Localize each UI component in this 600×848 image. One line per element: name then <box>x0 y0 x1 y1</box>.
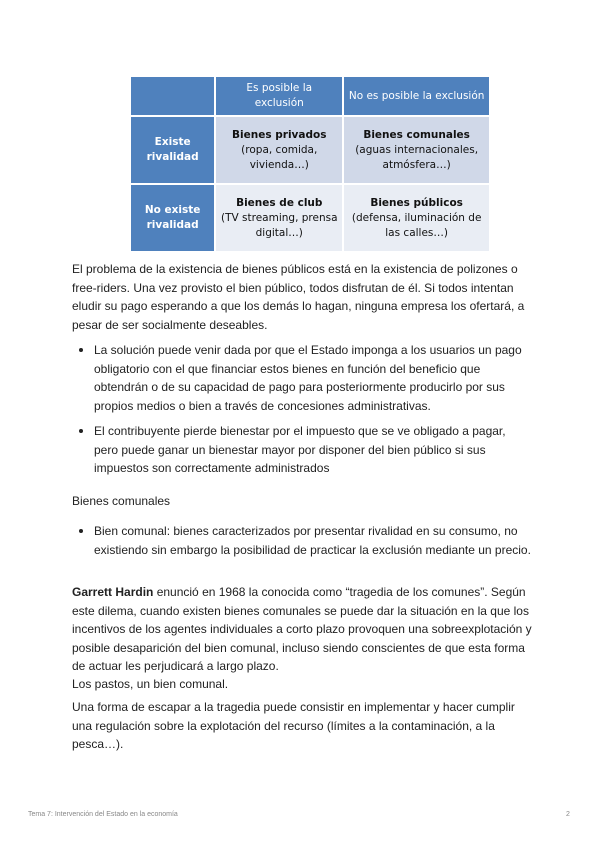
cell-title: Bienes públicos <box>370 196 463 209</box>
section-heading: Bienes comunales <box>72 494 171 508</box>
cell-desc: (aguas internacionales, atmósfera…) <box>355 143 479 171</box>
cell-desc: (ropa, comida, vivienda…) <box>241 143 318 171</box>
list-item: La solución puede venir dada por que el Estado imponga a los usuarios un pago obligatorio con el que financiar estos bienes en función del beneficio que obtendrán o de su capacidad de pago para posteriormente producirlo por sus propios medios o bien a través de concesiones administrativas. <box>72 341 532 415</box>
cell-desc: (defensa, iluminación de las calles…) <box>351 211 482 239</box>
paragraph-escape: Una forma de escapar a la tragedia puede consistir en implementar y hacer cumplir una regulación sobre la explotación del recurso (límites a la contaminación, a la pesca…). <box>72 700 515 751</box>
hardin-text: enunció en 1968 la conocida como “tragedia de los comunes”. Según este dilema, cuando existen bienes comunales se puede dar la situación en la que los incentivos de los agentes individuales a corto plazo provoquen una sobreexplotación y posible desaparición del bien comunal, incluso siendo conscientes de que esta forma de actuar les perjudicará a largo plazo. <box>72 585 532 673</box>
page-number: 2 <box>566 811 570 818</box>
footer-title: Tema 7: Intervención del Estado en la economía <box>28 811 178 818</box>
hardin-name: Garrett Hardin <box>72 585 154 599</box>
paragraph-free-riders: El problema de la existencia de bienes públicos está en la existencia de polizones o free-riders. Una vez provisto el bien público, todos disfrutan de él. Si todos intentan eludir su pago esperando a que los demás lo hagan, ninguna empresa los ofertará, a pesar de ser socialmente deseables. <box>72 262 525 332</box>
cell-title: Bienes privados <box>232 128 327 141</box>
row-header-no-rivalry: No existe rivalidad <box>130 184 215 252</box>
cell-private-goods <box>215 116 343 184</box>
list-item: El contribuyente pierde bienestar por el impuesto que se ve obligado a pagar, pero puede ganar un bienestar mayor por disponer del bien público si sus impuestos son correctamente administrados <box>72 422 532 478</box>
cell-title: Bienes comunales <box>363 128 470 141</box>
paragraph-pastos: Los pastos, un bien comunal. <box>72 677 229 691</box>
cell-common-goods <box>343 116 490 184</box>
row-header-rivalry: Existe rivalidad <box>130 116 215 184</box>
cell-title: Bienes de club <box>236 196 323 209</box>
paragraph-hardin <box>72 583 532 676</box>
cell-desc: (TV streaming, prensa digital…) <box>221 211 338 239</box>
col-header-no-exclusion: No es posible la exclusión <box>343 76 490 116</box>
col-header-exclusion: Es posible la exclusión <box>215 76 343 116</box>
cell-public-goods <box>343 184 490 252</box>
table-corner-cell <box>130 76 215 116</box>
list-item: Bien comunal: bienes caracterizados por presentar rivalidad en su consumo, no existiendo sin embargo la posibilidad de practicar la exclusión mediante un precio. <box>72 522 532 559</box>
bullet-list-solutions <box>72 341 532 478</box>
bullet-list-common-goods <box>72 522 532 559</box>
cell-club-goods <box>215 184 343 252</box>
goods-classification-table <box>129 75 491 253</box>
